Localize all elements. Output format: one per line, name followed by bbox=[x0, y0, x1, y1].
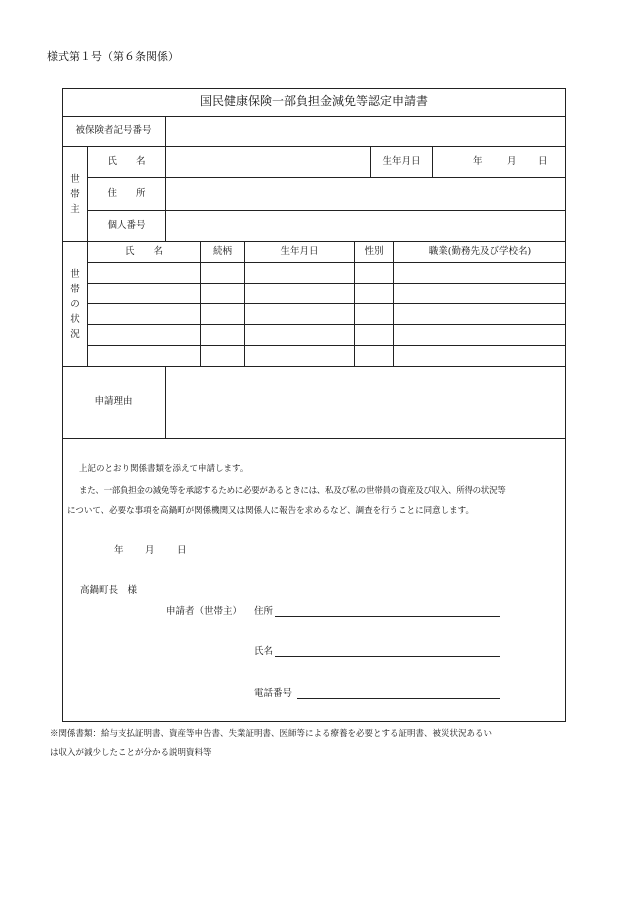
head-personal-number-label: 個人番号 bbox=[107, 220, 146, 231]
col-birthdate-header: 生年月日 bbox=[280, 246, 319, 257]
form-number: 様式第１号（第６条関係） bbox=[47, 50, 179, 63]
form-title: 国民健康保険一部負担金減免等認定申請書 bbox=[199, 94, 428, 108]
reason-label: 申請理由 bbox=[94, 396, 133, 407]
col-name-header: 氏 名 bbox=[124, 246, 163, 257]
applicant-address-field[interactable] bbox=[275, 616, 500, 617]
note-line-2: は収入が減少したことが分かる説明資料等 bbox=[50, 748, 212, 758]
date-year-label: 年 bbox=[114, 545, 124, 556]
statement-line-3: について、必要な事項を高鍋町が関係機関又は関係人に報告を求めるなど、調査を行うことに同意します。 bbox=[67, 506, 474, 516]
birthdate-year-label: 年 bbox=[473, 156, 483, 167]
applicant-address-label: 住所 bbox=[254, 606, 274, 617]
applicant-phone-field[interactable] bbox=[297, 698, 500, 699]
date-day-label: 日 bbox=[177, 545, 187, 556]
applicant-phone-label: 電話番号 bbox=[254, 688, 293, 699]
col-relation-header: 続柄 bbox=[212, 246, 232, 257]
addressee: 高鍋町長 様 bbox=[80, 585, 138, 596]
household-status-label: 世 帯 の 状 況 bbox=[70, 269, 80, 340]
col-gender-header: 性別 bbox=[364, 246, 384, 257]
applicant-name-field[interactable] bbox=[275, 656, 500, 657]
statement-line-1: 上記のとおり関係書類を添えて申請します。 bbox=[79, 464, 249, 474]
household-row[interactable] bbox=[88, 346, 566, 366]
head-birthdate-label: 生年月日 bbox=[382, 156, 421, 167]
birthdate-day-label: 日 bbox=[538, 156, 548, 167]
applicant-label: 申請者（世帯主） bbox=[166, 606, 243, 617]
statement-line-2: また、一部負担金の減免等を承認するために必要があるときには、私及び私の世帯員の資産及び収入、所得の状況等 bbox=[79, 486, 506, 496]
head-name-label: 氏 名 bbox=[107, 156, 146, 167]
date-month-label: 月 bbox=[145, 545, 155, 556]
household-row[interactable] bbox=[88, 304, 566, 324]
head-birthdate-field[interactable] bbox=[433, 147, 565, 177]
col-occupation-header: 職業(勤務先及び学校名) bbox=[428, 246, 532, 257]
household-row[interactable] bbox=[88, 263, 566, 283]
head-address-label: 住 所 bbox=[107, 188, 146, 199]
household-row[interactable] bbox=[88, 284, 566, 303]
head-name-field[interactable] bbox=[166, 147, 370, 177]
head-of-household-label: 世 帯 主 bbox=[70, 174, 80, 215]
insured-number-field[interactable] bbox=[166, 117, 565, 146]
head-personal-number-field[interactable] bbox=[166, 211, 565, 241]
applicant-name-label: 氏名 bbox=[254, 646, 274, 657]
head-address-field[interactable] bbox=[166, 178, 565, 210]
birthdate-month-label: 月 bbox=[507, 156, 517, 167]
reason-field[interactable] bbox=[166, 367, 565, 438]
household-row[interactable] bbox=[88, 325, 566, 345]
note-line-1: ※関係書類：給与支払証明書、資産等申告書、失業証明書、医師等による療養を必要とする証明書、被災状況あるい bbox=[50, 729, 493, 739]
insured-number-label: 被保険者記号番号 bbox=[75, 125, 152, 136]
